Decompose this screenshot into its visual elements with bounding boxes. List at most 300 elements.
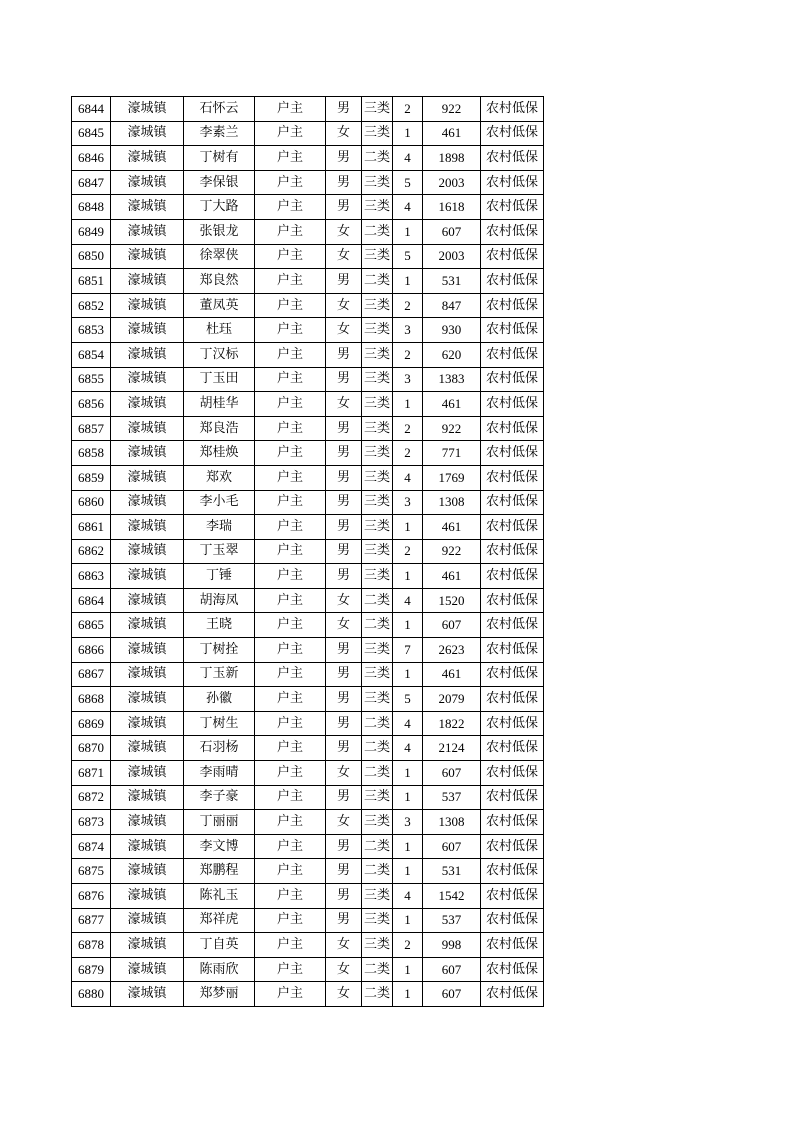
amount-cell: 771 bbox=[423, 441, 481, 466]
amount-cell: 2003 bbox=[423, 244, 481, 269]
amount-cell: 607 bbox=[423, 613, 481, 638]
assistance-type-cell: 农村低保 bbox=[481, 588, 544, 613]
name-cell: 丁玉新 bbox=[184, 662, 255, 687]
table-row bbox=[72, 219, 544, 244]
assistance-type-cell: 农村低保 bbox=[481, 564, 544, 589]
household-size-cell: 2 bbox=[393, 539, 423, 564]
gender-cell: 男 bbox=[326, 515, 362, 540]
table-row bbox=[72, 613, 544, 638]
household-size-cell: 2 bbox=[393, 933, 423, 958]
gender-cell: 女 bbox=[326, 588, 362, 613]
name-cell: 郑欢 bbox=[184, 465, 255, 490]
household-size-cell: 1 bbox=[393, 957, 423, 982]
table-row bbox=[72, 441, 544, 466]
assistance-type-cell: 农村低保 bbox=[481, 269, 544, 294]
town-cell: 濠城镇 bbox=[111, 170, 184, 195]
table-body bbox=[72, 97, 544, 1007]
name-cell: 郑梦丽 bbox=[184, 982, 255, 1007]
table-row bbox=[72, 711, 544, 736]
gender-cell: 女 bbox=[326, 219, 362, 244]
name-cell: 李素兰 bbox=[184, 121, 255, 146]
assistance-type-cell: 农村低保 bbox=[481, 244, 544, 269]
assistance-type-cell: 农村低保 bbox=[481, 416, 544, 441]
amount-cell: 1308 bbox=[423, 490, 481, 515]
table-row bbox=[72, 490, 544, 515]
name-cell: 郑桂焕 bbox=[184, 441, 255, 466]
name-cell: 郑鹏程 bbox=[184, 859, 255, 884]
serial-cell: 6853 bbox=[72, 318, 111, 343]
household-size-cell: 4 bbox=[393, 736, 423, 761]
category-cell: 二类 bbox=[362, 613, 393, 638]
gender-cell: 男 bbox=[326, 146, 362, 171]
table-row bbox=[72, 269, 544, 294]
town-cell: 濠城镇 bbox=[111, 195, 184, 220]
household-size-cell: 4 bbox=[393, 711, 423, 736]
gender-cell: 女 bbox=[326, 244, 362, 269]
table-row bbox=[72, 687, 544, 712]
gender-cell: 男 bbox=[326, 342, 362, 367]
household-size-cell: 7 bbox=[393, 638, 423, 663]
serial-cell: 6865 bbox=[72, 613, 111, 638]
assistance-type-cell: 农村低保 bbox=[481, 219, 544, 244]
household-size-cell: 1 bbox=[393, 269, 423, 294]
assistance-type-cell: 农村低保 bbox=[481, 957, 544, 982]
amount-cell: 607 bbox=[423, 219, 481, 244]
amount-cell: 2079 bbox=[423, 687, 481, 712]
assistance-type-cell: 农村低保 bbox=[481, 146, 544, 171]
amount-cell: 998 bbox=[423, 933, 481, 958]
serial-cell: 6859 bbox=[72, 465, 111, 490]
household-size-cell: 1 bbox=[393, 662, 423, 687]
relation-cell: 户主 bbox=[255, 269, 326, 294]
category-cell: 二类 bbox=[362, 957, 393, 982]
table-row bbox=[72, 834, 544, 859]
relation-cell: 户主 bbox=[255, 564, 326, 589]
amount-cell: 461 bbox=[423, 564, 481, 589]
town-cell: 濠城镇 bbox=[111, 884, 184, 909]
table-row bbox=[72, 416, 544, 441]
table-row bbox=[72, 761, 544, 786]
serial-cell: 6854 bbox=[72, 342, 111, 367]
gender-cell: 男 bbox=[326, 736, 362, 761]
name-cell: 张银龙 bbox=[184, 219, 255, 244]
town-cell: 濠城镇 bbox=[111, 908, 184, 933]
serial-cell: 6864 bbox=[72, 588, 111, 613]
household-size-cell: 1 bbox=[393, 834, 423, 859]
gender-cell: 女 bbox=[326, 982, 362, 1007]
category-cell: 三类 bbox=[362, 392, 393, 417]
amount-cell: 537 bbox=[423, 785, 481, 810]
category-cell: 三类 bbox=[362, 539, 393, 564]
assistance-type-cell: 农村低保 bbox=[481, 539, 544, 564]
town-cell: 濠城镇 bbox=[111, 834, 184, 859]
town-cell: 濠城镇 bbox=[111, 318, 184, 343]
amount-cell: 1822 bbox=[423, 711, 481, 736]
gender-cell: 男 bbox=[326, 539, 362, 564]
amount-cell: 607 bbox=[423, 834, 481, 859]
amount-cell: 922 bbox=[423, 416, 481, 441]
assistance-type-cell: 农村低保 bbox=[481, 662, 544, 687]
serial-cell: 6860 bbox=[72, 490, 111, 515]
amount-cell: 1769 bbox=[423, 465, 481, 490]
assistance-type-cell: 农村低保 bbox=[481, 859, 544, 884]
amount-cell: 2124 bbox=[423, 736, 481, 761]
table-row bbox=[72, 884, 544, 909]
assistance-type-cell: 农村低保 bbox=[481, 318, 544, 343]
town-cell: 濠城镇 bbox=[111, 810, 184, 835]
serial-cell: 6875 bbox=[72, 859, 111, 884]
relation-cell: 户主 bbox=[255, 908, 326, 933]
name-cell: 王晓 bbox=[184, 613, 255, 638]
category-cell: 三类 bbox=[362, 785, 393, 810]
household-size-cell: 3 bbox=[393, 318, 423, 343]
household-size-cell: 4 bbox=[393, 884, 423, 909]
town-cell: 濠城镇 bbox=[111, 146, 184, 171]
data-table bbox=[71, 96, 544, 1007]
assistance-type-cell: 农村低保 bbox=[481, 761, 544, 786]
relation-cell: 户主 bbox=[255, 121, 326, 146]
amount-cell: 620 bbox=[423, 342, 481, 367]
serial-cell: 6851 bbox=[72, 269, 111, 294]
table-row bbox=[72, 318, 544, 343]
relation-cell: 户主 bbox=[255, 219, 326, 244]
relation-cell: 户主 bbox=[255, 146, 326, 171]
table-row bbox=[72, 170, 544, 195]
serial-cell: 6845 bbox=[72, 121, 111, 146]
household-size-cell: 3 bbox=[393, 810, 423, 835]
table-row bbox=[72, 810, 544, 835]
category-cell: 三类 bbox=[362, 687, 393, 712]
name-cell: 李雨晴 bbox=[184, 761, 255, 786]
amount-cell: 607 bbox=[423, 982, 481, 1007]
serial-cell: 6855 bbox=[72, 367, 111, 392]
name-cell: 李文博 bbox=[184, 834, 255, 859]
town-cell: 濠城镇 bbox=[111, 367, 184, 392]
amount-cell: 922 bbox=[423, 97, 481, 122]
serial-cell: 6866 bbox=[72, 638, 111, 663]
amount-cell: 461 bbox=[423, 121, 481, 146]
gender-cell: 男 bbox=[326, 170, 362, 195]
table-row bbox=[72, 392, 544, 417]
name-cell: 郑良然 bbox=[184, 269, 255, 294]
relation-cell: 户主 bbox=[255, 441, 326, 466]
serial-cell: 6871 bbox=[72, 761, 111, 786]
household-size-cell: 4 bbox=[393, 146, 423, 171]
serial-cell: 6863 bbox=[72, 564, 111, 589]
gender-cell: 女 bbox=[326, 121, 362, 146]
household-size-cell: 1 bbox=[393, 859, 423, 884]
gender-cell: 男 bbox=[326, 908, 362, 933]
name-cell: 陈礼玉 bbox=[184, 884, 255, 909]
serial-cell: 6879 bbox=[72, 957, 111, 982]
category-cell: 三类 bbox=[362, 416, 393, 441]
gender-cell: 男 bbox=[326, 195, 362, 220]
serial-cell: 6850 bbox=[72, 244, 111, 269]
category-cell: 三类 bbox=[362, 121, 393, 146]
assistance-type-cell: 农村低保 bbox=[481, 834, 544, 859]
household-size-cell: 1 bbox=[393, 613, 423, 638]
gender-cell: 女 bbox=[326, 933, 362, 958]
relation-cell: 户主 bbox=[255, 884, 326, 909]
assistance-type-cell: 农村低保 bbox=[481, 982, 544, 1007]
name-cell: 丁大路 bbox=[184, 195, 255, 220]
town-cell: 濠城镇 bbox=[111, 687, 184, 712]
gender-cell: 男 bbox=[326, 564, 362, 589]
assistance-type-cell: 农村低保 bbox=[481, 121, 544, 146]
serial-cell: 6867 bbox=[72, 662, 111, 687]
household-size-cell: 5 bbox=[393, 244, 423, 269]
town-cell: 濠城镇 bbox=[111, 859, 184, 884]
table-row bbox=[72, 342, 544, 367]
name-cell: 丁树拴 bbox=[184, 638, 255, 663]
household-size-cell: 3 bbox=[393, 367, 423, 392]
table-row bbox=[72, 564, 544, 589]
gender-cell: 女 bbox=[326, 318, 362, 343]
category-cell: 三类 bbox=[362, 244, 393, 269]
town-cell: 濠城镇 bbox=[111, 219, 184, 244]
town-cell: 濠城镇 bbox=[111, 761, 184, 786]
household-size-cell: 3 bbox=[393, 490, 423, 515]
name-cell: 石羽杨 bbox=[184, 736, 255, 761]
category-cell: 三类 bbox=[362, 638, 393, 663]
relation-cell: 户主 bbox=[255, 982, 326, 1007]
amount-cell: 1542 bbox=[423, 884, 481, 909]
category-cell: 三类 bbox=[362, 564, 393, 589]
name-cell: 李保银 bbox=[184, 170, 255, 195]
gender-cell: 男 bbox=[326, 785, 362, 810]
serial-cell: 6876 bbox=[72, 884, 111, 909]
relation-cell: 户主 bbox=[255, 195, 326, 220]
household-size-cell: 1 bbox=[393, 785, 423, 810]
town-cell: 濠城镇 bbox=[111, 564, 184, 589]
amount-cell: 847 bbox=[423, 293, 481, 318]
relation-cell: 户主 bbox=[255, 416, 326, 441]
household-size-cell: 1 bbox=[393, 121, 423, 146]
category-cell: 三类 bbox=[362, 367, 393, 392]
assistance-type-cell: 农村低保 bbox=[481, 490, 544, 515]
relation-cell: 户主 bbox=[255, 244, 326, 269]
category-cell: 三类 bbox=[362, 318, 393, 343]
town-cell: 濠城镇 bbox=[111, 269, 184, 294]
category-cell: 二类 bbox=[362, 736, 393, 761]
category-cell: 二类 bbox=[362, 859, 393, 884]
table-row bbox=[72, 785, 544, 810]
gender-cell: 男 bbox=[326, 662, 362, 687]
table-row bbox=[72, 933, 544, 958]
table-row bbox=[72, 465, 544, 490]
table-row bbox=[72, 195, 544, 220]
table-row bbox=[72, 367, 544, 392]
relation-cell: 户主 bbox=[255, 933, 326, 958]
relation-cell: 户主 bbox=[255, 736, 326, 761]
name-cell: 陈雨欣 bbox=[184, 957, 255, 982]
household-size-cell: 1 bbox=[393, 982, 423, 1007]
gender-cell: 女 bbox=[326, 613, 362, 638]
assistance-type-cell: 农村低保 bbox=[481, 711, 544, 736]
category-cell: 二类 bbox=[362, 269, 393, 294]
name-cell: 郑良浩 bbox=[184, 416, 255, 441]
gender-cell: 男 bbox=[326, 884, 362, 909]
assistance-type-cell: 农村低保 bbox=[481, 884, 544, 909]
household-size-cell: 2 bbox=[393, 441, 423, 466]
relation-cell: 户主 bbox=[255, 318, 326, 343]
town-cell: 濠城镇 bbox=[111, 121, 184, 146]
household-size-cell: 1 bbox=[393, 219, 423, 244]
serial-cell: 6857 bbox=[72, 416, 111, 441]
town-cell: 濠城镇 bbox=[111, 613, 184, 638]
serial-cell: 6873 bbox=[72, 810, 111, 835]
assistance-type-cell: 农村低保 bbox=[481, 170, 544, 195]
household-size-cell: 1 bbox=[393, 515, 423, 540]
name-cell: 董凤英 bbox=[184, 293, 255, 318]
household-size-cell: 4 bbox=[393, 465, 423, 490]
town-cell: 濠城镇 bbox=[111, 342, 184, 367]
gender-cell: 男 bbox=[326, 490, 362, 515]
serial-cell: 6862 bbox=[72, 539, 111, 564]
household-size-cell: 5 bbox=[393, 170, 423, 195]
household-size-cell: 2 bbox=[393, 293, 423, 318]
relation-cell: 户主 bbox=[255, 588, 326, 613]
name-cell: 丁树生 bbox=[184, 711, 255, 736]
town-cell: 濠城镇 bbox=[111, 392, 184, 417]
town-cell: 濠城镇 bbox=[111, 293, 184, 318]
town-cell: 濠城镇 bbox=[111, 957, 184, 982]
serial-cell: 6880 bbox=[72, 982, 111, 1007]
assistance-type-cell: 农村低保 bbox=[481, 933, 544, 958]
amount-cell: 461 bbox=[423, 662, 481, 687]
relation-cell: 户主 bbox=[255, 662, 326, 687]
household-size-cell: 5 bbox=[393, 687, 423, 712]
name-cell: 李子豪 bbox=[184, 785, 255, 810]
category-cell: 二类 bbox=[362, 982, 393, 1007]
table-row bbox=[72, 97, 544, 122]
relation-cell: 户主 bbox=[255, 490, 326, 515]
town-cell: 濠城镇 bbox=[111, 539, 184, 564]
assistance-type-cell: 农村低保 bbox=[481, 613, 544, 638]
household-size-cell: 2 bbox=[393, 342, 423, 367]
relation-cell: 户主 bbox=[255, 785, 326, 810]
amount-cell: 461 bbox=[423, 392, 481, 417]
town-cell: 濠城镇 bbox=[111, 736, 184, 761]
name-cell: 杜珏 bbox=[184, 318, 255, 343]
gender-cell: 男 bbox=[326, 859, 362, 884]
category-cell: 三类 bbox=[362, 293, 393, 318]
amount-cell: 1308 bbox=[423, 810, 481, 835]
gender-cell: 男 bbox=[326, 97, 362, 122]
category-cell: 二类 bbox=[362, 761, 393, 786]
category-cell: 二类 bbox=[362, 146, 393, 171]
gender-cell: 男 bbox=[326, 465, 362, 490]
town-cell: 濠城镇 bbox=[111, 933, 184, 958]
assistance-type-cell: 农村低保 bbox=[481, 195, 544, 220]
gender-cell: 女 bbox=[326, 293, 362, 318]
relation-cell: 户主 bbox=[255, 515, 326, 540]
category-cell: 三类 bbox=[362, 195, 393, 220]
relation-cell: 户主 bbox=[255, 834, 326, 859]
category-cell: 三类 bbox=[362, 342, 393, 367]
amount-cell: 1520 bbox=[423, 588, 481, 613]
category-cell: 三类 bbox=[362, 465, 393, 490]
amount-cell: 607 bbox=[423, 957, 481, 982]
relation-cell: 户主 bbox=[255, 711, 326, 736]
category-cell: 三类 bbox=[362, 441, 393, 466]
amount-cell: 531 bbox=[423, 859, 481, 884]
relation-cell: 户主 bbox=[255, 810, 326, 835]
category-cell: 三类 bbox=[362, 810, 393, 835]
category-cell: 二类 bbox=[362, 219, 393, 244]
assistance-type-cell: 农村低保 bbox=[481, 638, 544, 663]
amount-cell: 1898 bbox=[423, 146, 481, 171]
amount-cell: 537 bbox=[423, 908, 481, 933]
gender-cell: 男 bbox=[326, 367, 362, 392]
category-cell: 二类 bbox=[362, 711, 393, 736]
amount-cell: 2623 bbox=[423, 638, 481, 663]
gender-cell: 男 bbox=[326, 638, 362, 663]
relation-cell: 户主 bbox=[255, 859, 326, 884]
town-cell: 濠城镇 bbox=[111, 416, 184, 441]
gender-cell: 女 bbox=[326, 957, 362, 982]
relation-cell: 户主 bbox=[255, 97, 326, 122]
amount-cell: 1383 bbox=[423, 367, 481, 392]
relation-cell: 户主 bbox=[255, 367, 326, 392]
assistance-type-cell: 农村低保 bbox=[481, 736, 544, 761]
town-cell: 濠城镇 bbox=[111, 662, 184, 687]
name-cell: 李瑞 bbox=[184, 515, 255, 540]
relation-cell: 户主 bbox=[255, 465, 326, 490]
gender-cell: 男 bbox=[326, 711, 362, 736]
name-cell: 丁玉翠 bbox=[184, 539, 255, 564]
category-cell: 三类 bbox=[362, 908, 393, 933]
gender-cell: 男 bbox=[326, 687, 362, 712]
table-row bbox=[72, 957, 544, 982]
table-row bbox=[72, 982, 544, 1007]
assistance-type-cell: 农村低保 bbox=[481, 465, 544, 490]
assistance-type-cell: 农村低保 bbox=[481, 293, 544, 318]
assistance-type-cell: 农村低保 bbox=[481, 785, 544, 810]
town-cell: 濠城镇 bbox=[111, 785, 184, 810]
serial-cell: 6870 bbox=[72, 736, 111, 761]
serial-cell: 6844 bbox=[72, 97, 111, 122]
name-cell: 丁自英 bbox=[184, 933, 255, 958]
name-cell: 丁丽丽 bbox=[184, 810, 255, 835]
amount-cell: 2003 bbox=[423, 170, 481, 195]
serial-cell: 6847 bbox=[72, 170, 111, 195]
table-row bbox=[72, 638, 544, 663]
serial-cell: 6856 bbox=[72, 392, 111, 417]
serial-cell: 6848 bbox=[72, 195, 111, 220]
gender-cell: 男 bbox=[326, 834, 362, 859]
serial-cell: 6878 bbox=[72, 933, 111, 958]
household-size-cell: 1 bbox=[393, 392, 423, 417]
table-row bbox=[72, 293, 544, 318]
gender-cell: 女 bbox=[326, 392, 362, 417]
town-cell: 濠城镇 bbox=[111, 515, 184, 540]
gender-cell: 男 bbox=[326, 441, 362, 466]
serial-cell: 6846 bbox=[72, 146, 111, 171]
serial-cell: 6858 bbox=[72, 441, 111, 466]
serial-cell: 6877 bbox=[72, 908, 111, 933]
amount-cell: 930 bbox=[423, 318, 481, 343]
relation-cell: 户主 bbox=[255, 613, 326, 638]
relation-cell: 户主 bbox=[255, 761, 326, 786]
amount-cell: 1618 bbox=[423, 195, 481, 220]
town-cell: 濠城镇 bbox=[111, 244, 184, 269]
category-cell: 三类 bbox=[362, 170, 393, 195]
serial-cell: 6861 bbox=[72, 515, 111, 540]
amount-cell: 531 bbox=[423, 269, 481, 294]
household-size-cell: 1 bbox=[393, 564, 423, 589]
category-cell: 三类 bbox=[362, 515, 393, 540]
